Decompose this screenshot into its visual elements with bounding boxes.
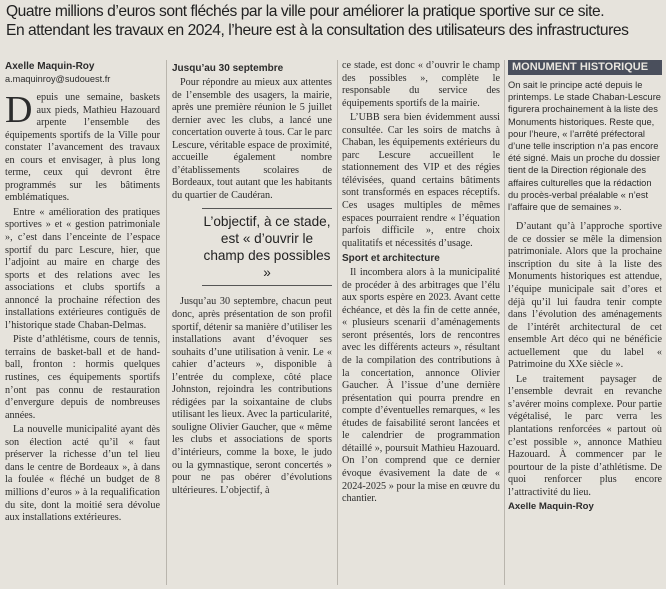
article-column-4	[508, 60, 662, 513]
drop-cap: D	[5, 89, 33, 131]
article-paragraph: Le traitement paysager de l’ensemble devrait en revanche s’avérer moins complexe. Pour partie végétalisé, le parc verra les plantations renforcées « partout où c’est possible », annonce Mathieu Hazouard. À commencer par le pourtour de la piste d’athlétisme. De quoi renforcer plus encore l’attractivité du lieu.	[508, 373, 662, 498]
article-paragraph: Piste d’athlétisme, cours de tennis, terrains de basket-ball et de hand-ball, fronton : hormis quelques rustines, ces équipements sportifs n’ont pas connu de restauration d’envergure depuis de nombreuses années.	[5, 334, 160, 421]
section-subhead: Sport et architecture	[342, 253, 440, 265]
article-paragraph: Jusqu’au 30 septembre, chacun peut donc, après présentation de son profil sportif, détenir sa manière d’utiliser les installations avant d’évoquer ses souhaits d’une utilisation à venir. Le « cahier d’acteurs », disponible à l’entrée du complexe, côté place Johnston, rejoindra les contributions rédigées par la soixantaine de clubs utilisant les lieux. Avec la particularité, souligne Olivier Gaucher, que « même les clubs et associations de sports d’intérieurs, comme la boxe, le judo ou la gymnastique, seront concertés » pour ne pas obérer d’évolutions ultérieures. L’objectif, à	[172, 296, 332, 496]
article-paragraph: Il incombera alors à la municipalité de procéder à des arbitrages que l’élu aux sports espère en 2023. Avant cette échéance, et dès la fin de cette année, « plusieurs scenarii d’aménagements seront présentés, lors de rencontres avec les différents acteurs », résultant de la compilation des contributions à la concertation, annonce Olivier Gaucher. À l’issue d’une dernière présentation qui pourra prendre en compte d’éventuelles remarques, « les études de faisabilité seront lancées et le calendrier de programmation détaillé », poursuit Mathieu Hazouard. On l’on comprend que ce dernier évoque évasivement la date de « 2024-2025 » pour la mise en œuvre du chantier.	[342, 267, 500, 505]
column-divider	[504, 60, 505, 585]
article-column-2	[172, 60, 332, 499]
sidebar-box-title: MONUMENT HISTORIQUE	[508, 60, 662, 75]
article-paragraph: L’UBB sera bien évidemment aussi consultée. Car les soirs de matchs à Chaban, les équipements extérieurs du parc Lescure accueillent le stationnement des VIP et des régies télévisées, quand certains bâtiments sont transformés en espaces réceptifs. Ces usages multiples de mêmes espaces pourraient rendre « l’équation parfois difficile », entre choix qualitatifs et nécessités d’usage.	[342, 112, 500, 249]
article-paragraph: Entre « amélioration des pratiques sportives » et « gestion patrimoniale », c’est dans l’enceinte de l’espace sportif du parc Lescure, hier, que l’adjoint au maire en charge des sports et des relations avec les associations et clubs sportifs a annoncé la prochaine réfection des installations extérieures contiguës de l’historique stade Chaban-Delmas.	[5, 206, 160, 331]
article-paragraph: Pour répondre au mieux aux attentes de l’ensemble des usagers, la mairie, après une première réunion le 5 juillet dernier avec les clubs, a lancé une concertation ouverte à tous. Car le parc Lescure, véritable espace de proximité, accueille également nombre d’établissements scolaires de Bordeaux, tout autant que les habitants du quartier de Caudéran.	[172, 77, 332, 201]
headline-line-1: Quatre millions d’euros sont fléchés par la ville pour améliorer la pratique sportive sur ce site.	[6, 3, 605, 20]
article-column-3	[342, 60, 500, 508]
headline	[6, 2, 662, 40]
section-subhead: Jusqu’au 30 septembre	[172, 63, 284, 74]
headline-line-2: En attendant les travaux en 2024, l’heure est à la consultation des utilisateurs des infrastructures	[6, 22, 629, 39]
article-paragraph: La nouvelle municipalité ayant dès son élection acté qu’il « faut préserver la richesse d’un tel lieu dans le centre de Bordeaux », à dans la foulée « fléché un budget de 8 millions d’euros » à la requalification du site, dont la moitié sera dévolue aux installations extérieures.	[5, 424, 160, 524]
article-column-1	[5, 60, 160, 527]
column-divider	[337, 60, 338, 585]
byline-author: Axelle Maquin-Roy	[5, 61, 95, 72]
byline-email[interactable]: a.maquinroy@sudouest.fr	[5, 74, 111, 84]
signoff-author: Axelle Maquin-Roy	[508, 501, 594, 513]
article-paragraph: D’autant qu’à l’approche sportive de ce dossier se mêle la dimension patrimoniale. Alors que la prochaine inscription du site à la liste des Monuments historiques est attendue, l’équipe municipale sait d’ores et déjà qu’il lui faudra tenir compte dans l’évolution des aménagements de l’intérêt architectural de cet ensemble Art déco qui ne bénéficie actuellement que du label « Patrimoine du XXe siècle ».	[508, 221, 662, 371]
sidebar-box-text: On sait le principe acté depuis le printemps. Le stade Chaban-Lescure figurera prochainement à la liste des Monuments historiques. Reste que, pour l’heure, « l’arrêté préfectoral d’une telle inscription n’a pas encore été signé. Mais un proche du dossier tient de la Direction régionale des affaires culturelles que la rédaction du procès-verbal préalable « n’est l’affaire que de semaines ».	[508, 80, 661, 213]
article-paragraph: Depuis une semaine, baskets aux pieds, Mathieu Hazouard arpente l’ensemble des équipements sportifs de la Ville pour constater l’avancement des travaux en cours et envisager, à plus long terme, ceux qui devront être programmés sur les bâtiments emblématiques.	[5, 89, 160, 204]
pull-quote: L’objectif, à ce stade, est « d’ouvrir le champ des possibles »	[202, 208, 332, 286]
article-paragraph: ce stade, est donc « d’ouvrir le champ des possibles », complète le responsable du service des équipements sportifs de la mairie.	[342, 60, 500, 109]
column-divider	[166, 60, 167, 585]
